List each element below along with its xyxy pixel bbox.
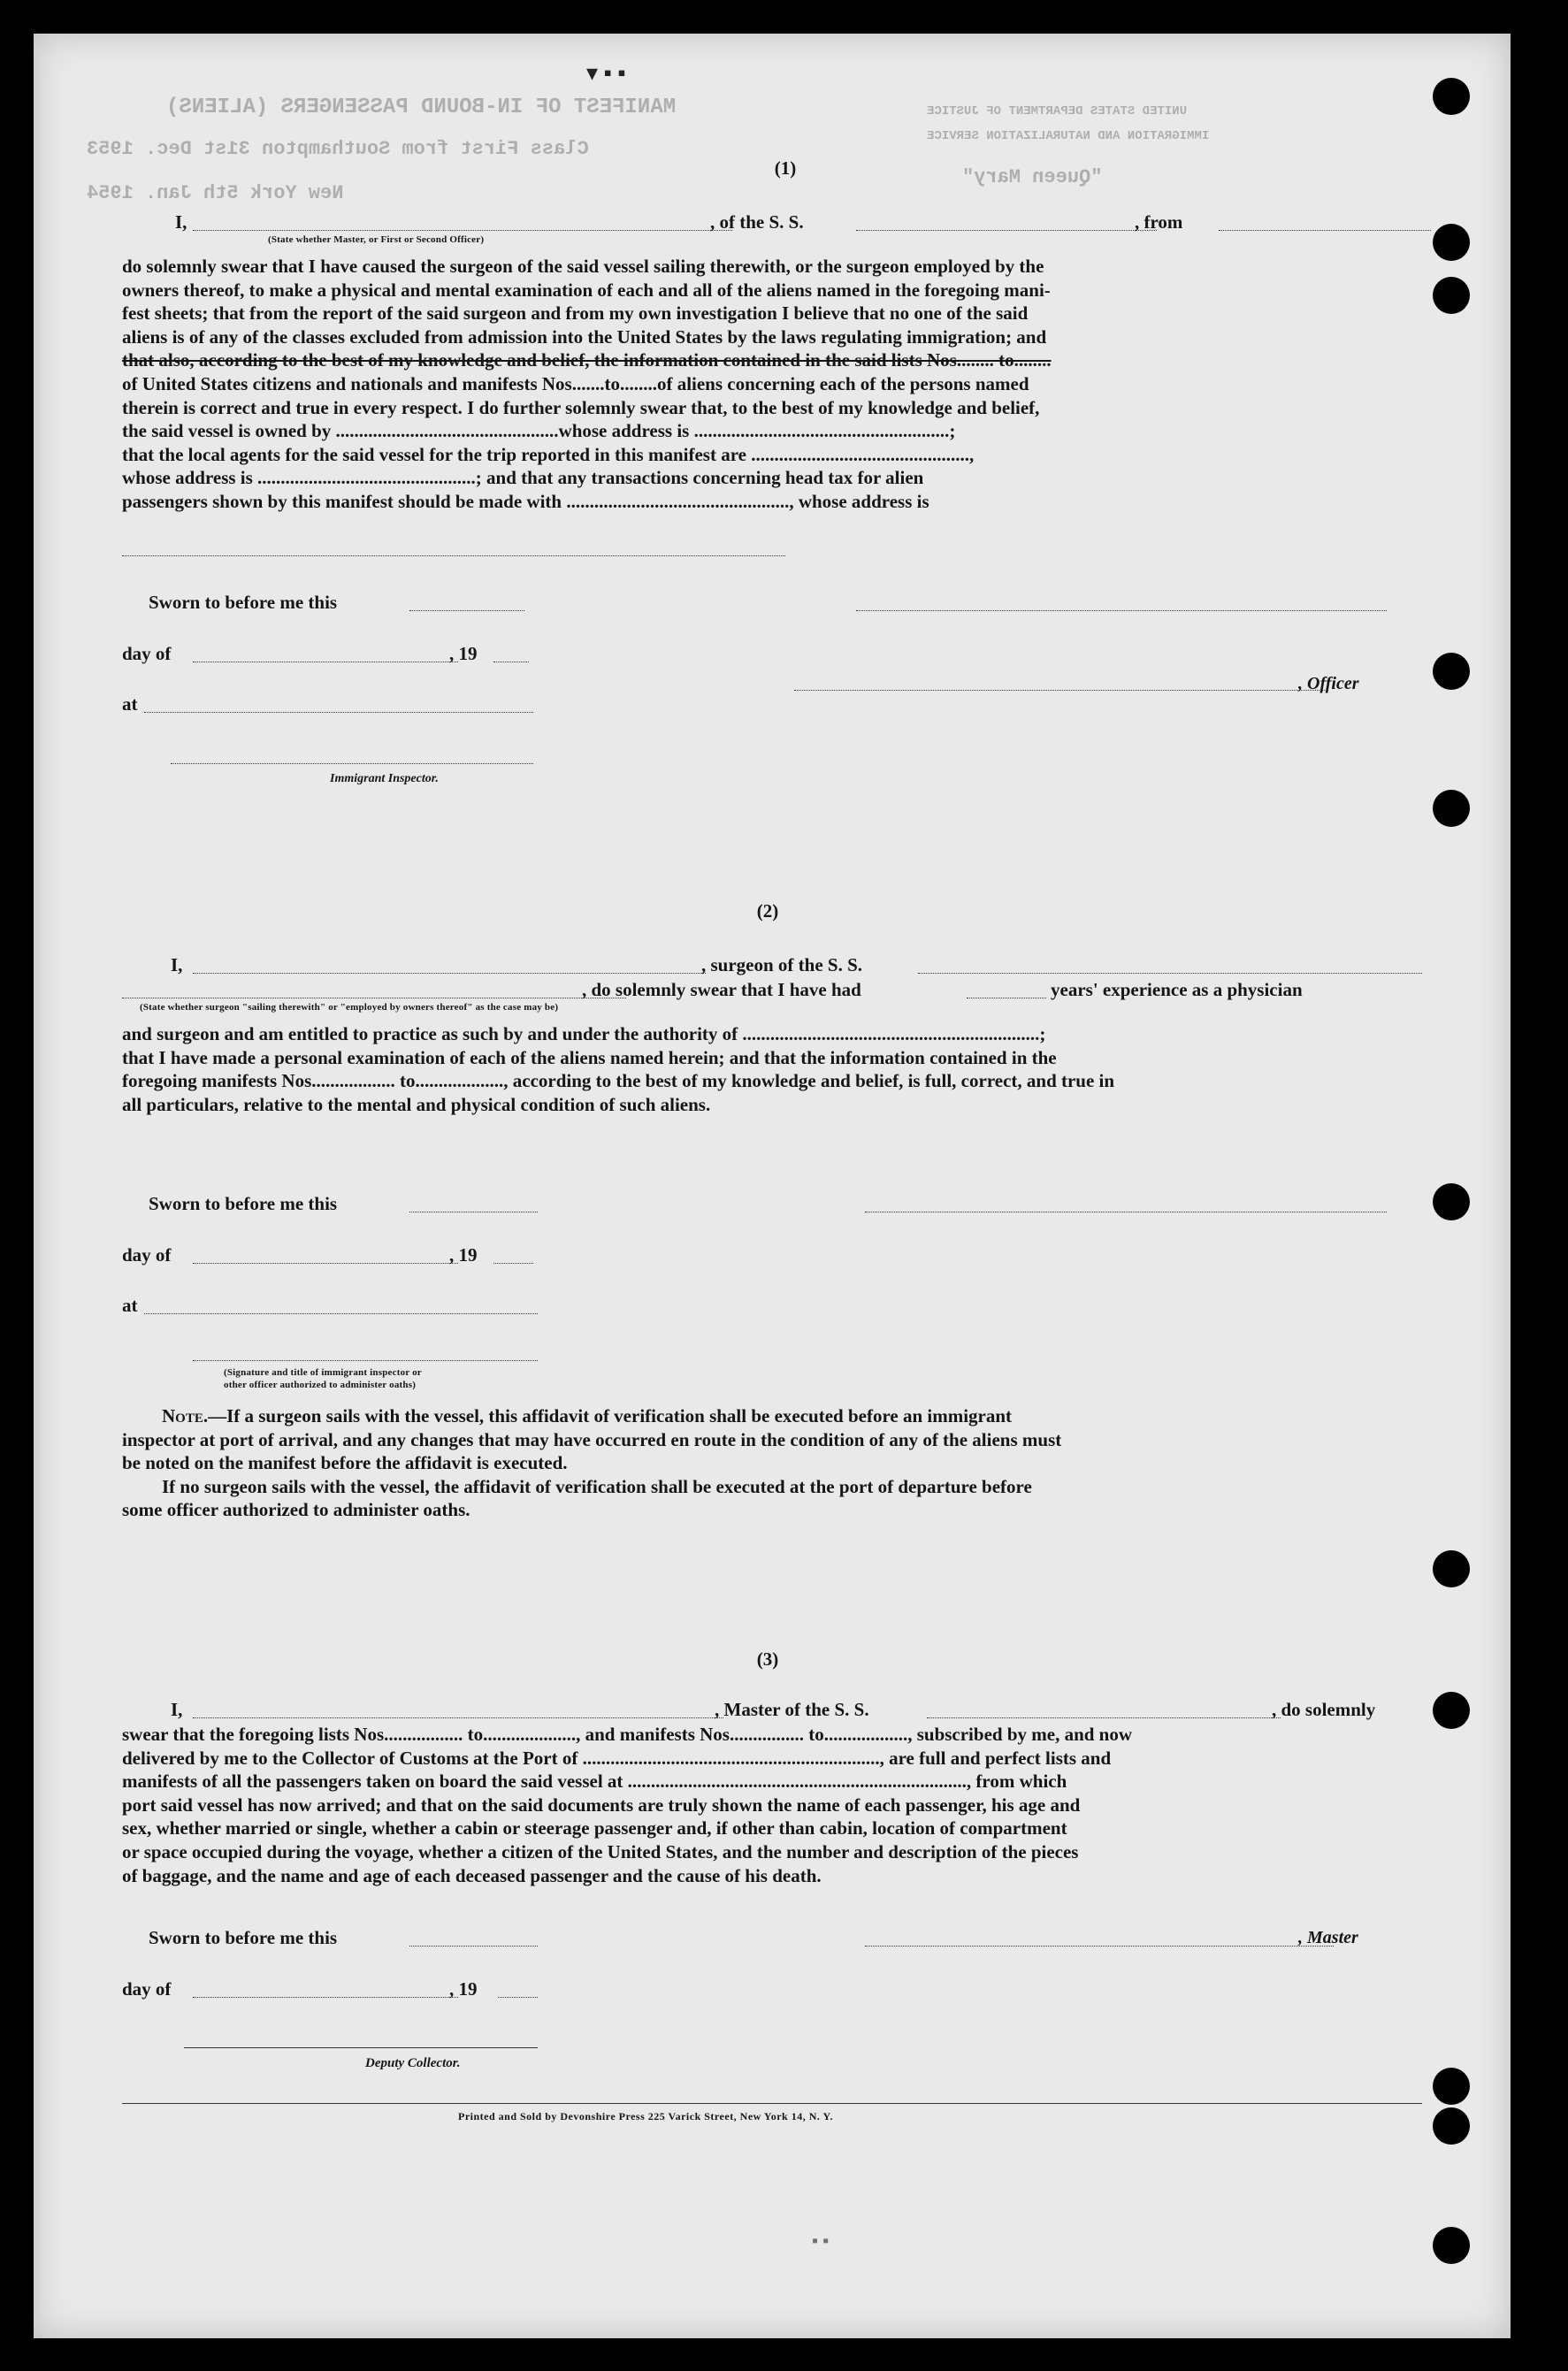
manifest-page (34, 34, 1511, 2338)
punch-hole (1433, 277, 1470, 314)
sec2-year-line (493, 1263, 533, 1264)
bleed-through-line: IMMIGRATION AND NATURALIZATION SERVICE (927, 129, 1210, 143)
sec2-oath-paragraph (122, 1022, 1431, 1116)
note-line: some officer authorized to administer oaths. (122, 1499, 470, 1521)
punch-hole (1433, 1550, 1470, 1587)
footer-rule (122, 2103, 1422, 2104)
sec2-at-label: at (122, 1295, 138, 1316)
sec1-sworn-line (409, 610, 524, 611)
sec1-from: , from (1135, 211, 1183, 233)
oath-line: passengers shown by this manifest should be made with ................................................, whose address is (122, 490, 929, 512)
note-line (122, 1404, 1431, 1428)
oath-line: therein is correct and true in every respect. I do further solemnly swear that, to the best of my knowledge and belief, (122, 396, 1040, 418)
note-paragraph (122, 1404, 1431, 1522)
sec2-surgeon-name-line (193, 973, 706, 974)
sec1-from-line (1219, 230, 1431, 231)
sec3-year-line (498, 1997, 538, 1998)
oath-line: that also, according to the best of my knowledge and belief, the information contained in the said lists Nos........ to........ (122, 349, 1052, 371)
sec2-state-note: (State whether surgeon "sailing therewith" or "employed by owners thereof" as the case may be) (140, 1002, 559, 1013)
sec3-oath-paragraph (122, 1723, 1431, 1887)
oath-line: of United States citizens and nationals and manifests Nos.......to........of aliens concerning each of the persons named (122, 372, 1029, 394)
sec2-day-of-label: day of (122, 1244, 172, 1266)
sec3-ship-line (927, 1717, 1281, 1718)
sec1-ship-line (856, 230, 1157, 231)
sec2-sig-note-1: (Signature and title of immigrant inspector or (224, 1367, 422, 1378)
sec3-deputy-label: Deputy Collector. (365, 2056, 461, 2070)
sec1-officer-signature-line (856, 610, 1387, 611)
sec2-do-solemnly: , do solemnly swear that I have had (582, 979, 861, 1000)
sec2-sig-note-2: other officer authorized to administer oaths) (224, 1380, 417, 1390)
punch-hole (1433, 2227, 1470, 2264)
sec1-officer-line (794, 690, 1325, 691)
sec1-oath-paragraph (122, 255, 1431, 514)
sec2-years-label: years' experience as a physician (1051, 979, 1303, 1000)
sec3-day-of-label: day of (122, 1978, 172, 2000)
oath-line: all particulars, relative to the mental and physical condition of such aliens. (122, 1093, 711, 1115)
oath-line: manifests of all the passengers taken on board the said vessel at ........................................................................., from which (122, 1771, 1067, 1793)
oath-line: owners thereof, to make a physical and mental examination of each and all of the aliens named in the foregoing mani- (122, 279, 1051, 301)
sec2-i-label: I, (171, 954, 183, 975)
note-line-text: —If a surgeon sails with the vessel, this affidavit of verification shall be executed before an immigrant (208, 1405, 1013, 1426)
punch-hole (1433, 2107, 1470, 2145)
sec3-master-label: , Master (1298, 1928, 1358, 1947)
sec1-inspector-label: Immigrant Inspector. (330, 772, 439, 785)
sec3-year-label: , 19 (449, 1978, 478, 2000)
sec1-i-label: I, (175, 211, 187, 233)
sec3-i-label: I, (171, 1699, 183, 1720)
bleed-through-line: New York 5th Jan. 1954 (87, 182, 344, 204)
oath-line: that I have made a personal examination of each of the aliens named herein; and that the information contained in the (122, 1046, 1057, 1068)
section-2-number: (2) (756, 900, 779, 922)
oath-line: fest sheets; that from the report of the said surgeon and from my own investigation I believe that no one of the said (122, 302, 1029, 325)
note-label: Note. (162, 1405, 209, 1426)
oath-line: aliens is of any of the classes excluded from admission into the United States by the laws regulating immigration; and (122, 325, 1047, 348)
punch-hole (1433, 1692, 1470, 1729)
sec3-master-of: , Master of the S. S. (715, 1699, 869, 1720)
note-line: If no surgeon sails with the vessel, the affidavit of verification shall be executed at the port of departure before (162, 1475, 1032, 1497)
sec3-master-name-line (193, 1717, 723, 1718)
ink-mark: ▪ ▪ (812, 2231, 830, 2251)
sec1-at-line (144, 712, 533, 713)
sec1-day-of-label: day of (122, 643, 172, 664)
oath-line: sex, whether married or single, whether a cabin or steerage passenger and, if other than cabin, location of compartment (122, 1817, 1067, 1839)
sec2-sworn-label: Sworn to before me this (149, 1193, 338, 1214)
oath-line: or space occupied during the voyage, whether a citizen of the United States, and the number and description of the pieces (122, 1840, 1079, 1862)
bleed-through-title: MANIFEST OF IN-BOUND PASSENGERS (ALIENS) (166, 96, 677, 119)
sec2-surgeon-of: , surgeon of the S. S. (701, 954, 863, 975)
sec2-day-line (193, 1263, 458, 1264)
bleed-through-line: Class First from Southampton 31st Dec. 1953 (87, 138, 589, 160)
punch-hole (1433, 224, 1470, 261)
punch-hole (1433, 1183, 1470, 1220)
oath-line: swear that the foregoing lists Nos................. to...................., and manifests Nos................ to.................., subscribed by me, and now (122, 1724, 1133, 1745)
sec1-inspector-signature-line (171, 763, 533, 764)
printer-imprint: Printed and Sold by Devonshire Press 225 Varick Street, New York 14, N. Y. (458, 2110, 834, 2122)
sec1-of-the-ss: , of the S. S. (710, 211, 804, 233)
sec3-master-signature-line (865, 1946, 1334, 1947)
oath-line: and surgeon and am entitled to practice as such by and under the authority of ................................................................; (122, 1023, 1046, 1044)
punch-hole (1433, 2068, 1470, 2105)
sec3-deputy-signature-line (184, 2047, 538, 2048)
sec1-state-note: (State whether Master, or First or Second Officer) (268, 234, 485, 245)
section-3-number: (3) (756, 1648, 779, 1670)
bleed-through-line: UNITED STATES DEPARTMENT OF JUSTICE (927, 104, 1188, 119)
sec1-at-label: at (122, 693, 138, 715)
bleed-through-line: "Queen Mary" (962, 166, 1103, 188)
oath-line: that the local agents for the said vessel for the trip reported in this manifest are ..............................................., (122, 443, 975, 465)
punch-hole (1433, 78, 1470, 115)
sec1-officer-label: , Officer (1298, 674, 1359, 693)
sec2-ship-line (918, 973, 1422, 974)
sec2-year-label: , 19 (449, 1244, 478, 1266)
note-line: be noted on the manifest before the affidavit is executed. (122, 1452, 568, 1474)
oath-line: whose address is ...............................................; and that any transactions concerning head tax for alien (122, 467, 924, 489)
note-line: inspector at port of arrival, and any changes that may have occurred en route in the condition of any of the aliens must (122, 1428, 1062, 1450)
sec3-sworn-label: Sworn to before me this (149, 1927, 338, 1948)
sec1-sworn-label: Sworn to before me this (149, 592, 338, 613)
punch-hole (1433, 790, 1470, 827)
section-1-number: (1) (774, 157, 797, 179)
oath-line: foregoing manifests Nos.................. to..................., according to the best of my knowledge and belief, is full, correct, and true in (122, 1070, 1115, 1092)
oath-line: delivered by me to the Collector of Customs at the Port of ................................................................, are full and perfect lists and (122, 1747, 1112, 1769)
oath-line: do solemnly swear that I have caused the surgeon of the said vessel sailing therewith, or the surgeon employed by the (122, 256, 1044, 277)
oath-line: of baggage, and the name and age of each deceased passenger and the cause of his death. (122, 1864, 822, 1886)
sec3-day-line (193, 1997, 458, 1998)
sec1-year-label: , 19 (449, 643, 478, 664)
ink-mark: ▾ ▪ ▪ (586, 60, 626, 86)
sec1-address-line (122, 555, 785, 556)
sec2-at-line (144, 1313, 538, 1314)
sec1-officer-name-line (193, 230, 732, 231)
sec2-inspector-signature-line (193, 1360, 538, 1361)
punch-hole (1433, 653, 1470, 690)
oath-line: the said vessel is owned by ................................................whose address is .......................................................; (122, 420, 956, 442)
oath-line: port said vessel has now arrived; and that on the said documents are truly shown the name of each passenger, his age and (122, 1794, 1081, 1816)
sec3-do-solemnly: , do solemnly (1272, 1699, 1376, 1720)
sec3-sworn-line (409, 1946, 538, 1947)
